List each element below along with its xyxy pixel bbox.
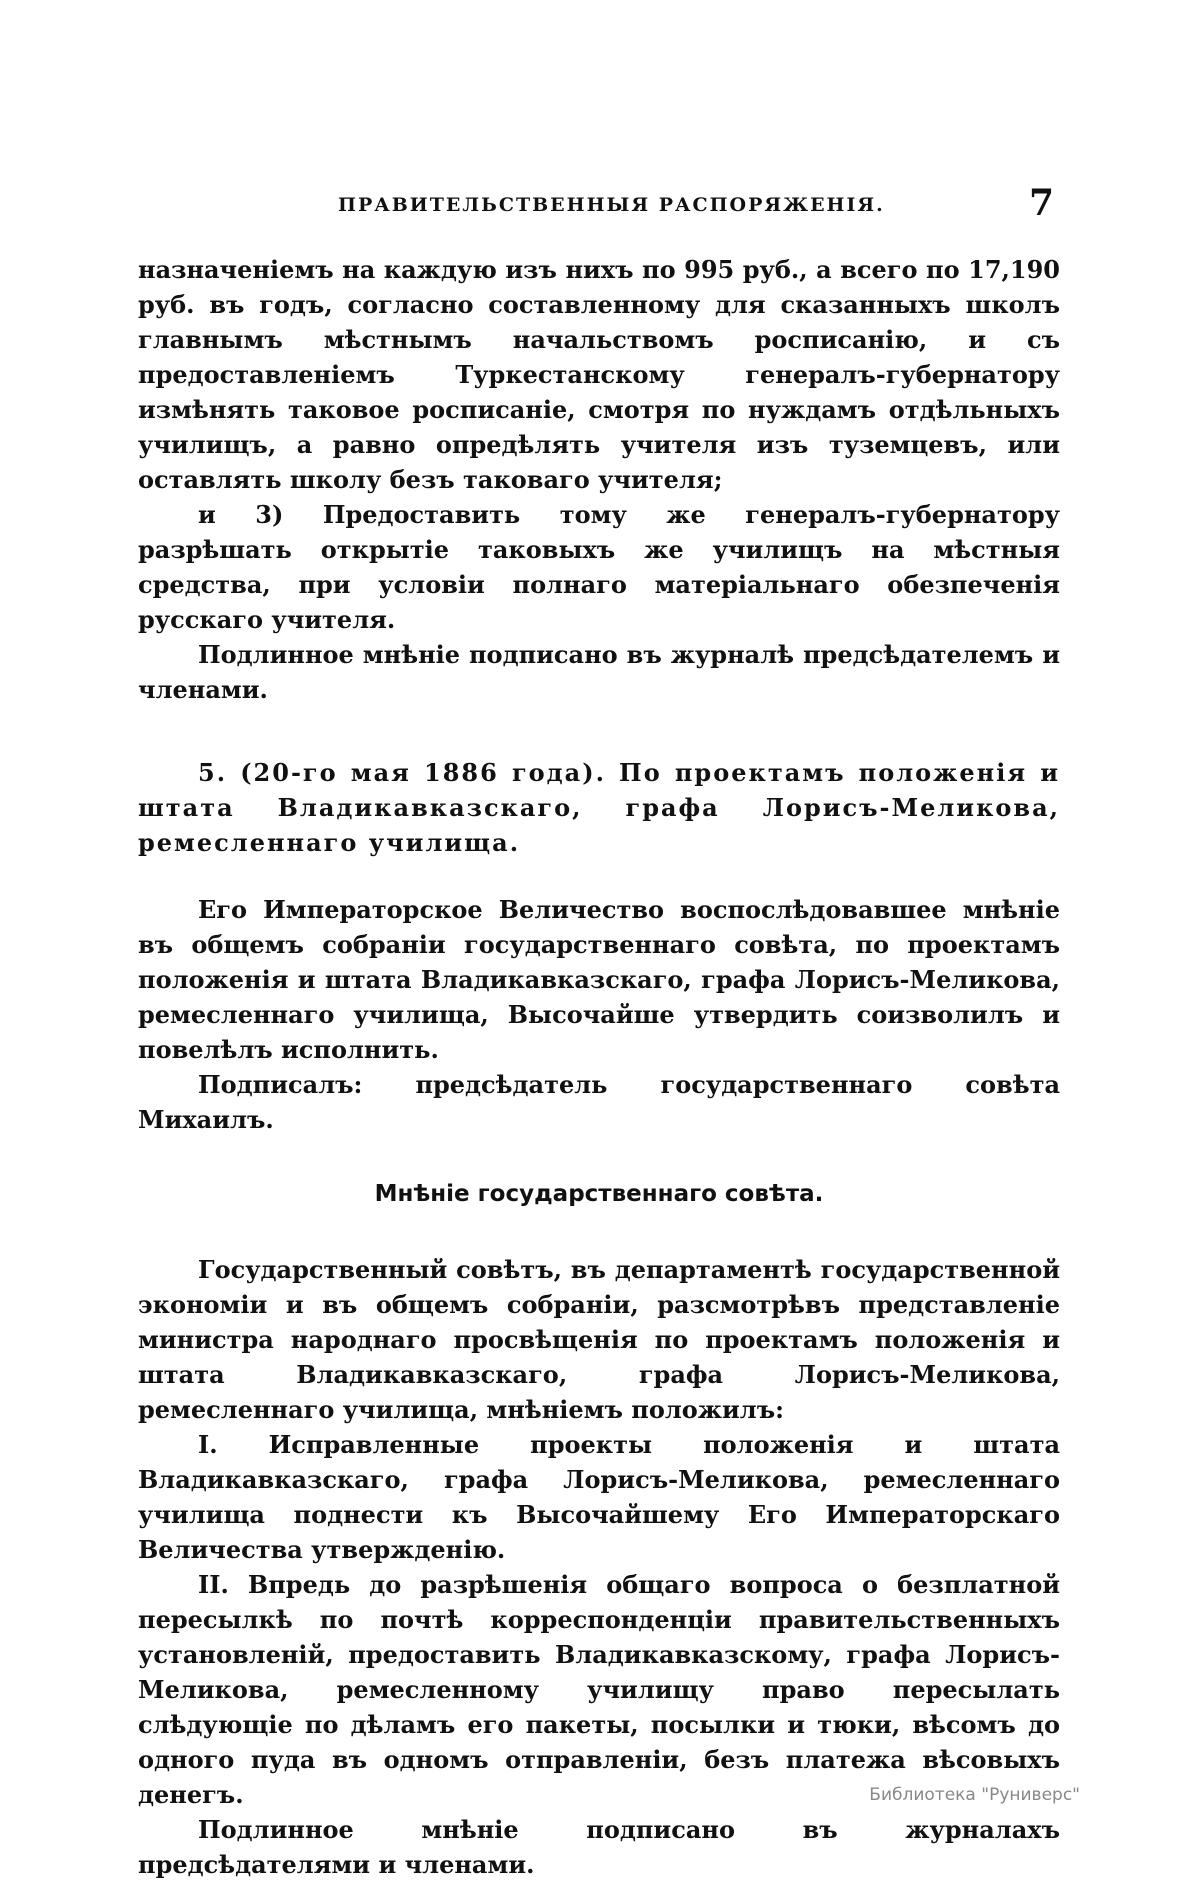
library-watermark: Библиотека "Руниверс" xyxy=(869,1785,1080,1805)
body-text xyxy=(138,252,1060,1882)
paragraph-continuation: назначеніемъ на каждую изъ нихъ по 995 руб., а всего по 17,190 руб. въ годъ, согласно составленному для сказанныхъ школъ главнымъ мѣстнымъ начальствомъ росписанію, и съ предоставленіемъ Туркестанскому генералъ-губернатору измѣнять таковое росписаніе, смотря по нуждамъ отдѣльныхъ училищъ, а равно опредѣлять учителя изъ туземцевъ, или оставлять школу безъ таковаго учителя; xyxy=(138,255,1060,494)
paragraph-imperial-approval: Его Императорское Величество воспослѣдовавшее мнѣніе въ общемъ собраніи государственнаго совѣта, по проектамъ положенія и штата Владикавказскаго, графа Лорисъ-Меликова, ремесленнаго училища, Высочайше утвердить соизволилъ и повелѣлъ исполнить. xyxy=(138,895,1060,1064)
signature-note-1: Подлинное мнѣніе подписано въ журналѣ предсѣдателемъ и членами. xyxy=(138,640,1060,704)
running-head xyxy=(138,182,1060,228)
signature-line: Подписалъ: предсѣдатель государственнаго совѣта Михаилъ. xyxy=(138,1070,1060,1134)
paragraph-council-opinion: Государственный совѣтъ, въ департаментѣ государственной экономіи и въ общемъ собраніи, разсмотрѣвъ представленіе министра народнаго просвѣщенія по проектамъ положенія и штата Владикавказскаго, графа Лорисъ-Меликова, ремесленнаго училища, мнѣніемъ положилъ: xyxy=(138,1255,1060,1424)
section-5-title: 5. (20-го мая 1886 года). По проектамъ положенія и штата Владикавказскаго, графа Лорисъ-Меликова, ремесленнаго училища. xyxy=(138,758,1060,857)
page-number: 7 xyxy=(1028,182,1054,224)
paragraph-clause-3: и 3) Предоставить тому же генералъ-губернатору разрѣшать открытіе таковыхъ же училищъ на мѣстныя средства, при условіи полнаго матеріальнаго обезпеченія русскаго учителя. xyxy=(138,500,1060,634)
signature-note-2: Подлинное мнѣніе подписано въ журналахъ предсѣдателями и членами. xyxy=(138,1815,1060,1879)
council-opinion-heading: Мнѣніе государственнаго совѣта. xyxy=(374,1181,824,1207)
running-title: ПРАВИТЕЛЬСТВЕННЫЯ РАСПОРЯЖЕНІЯ. xyxy=(338,194,885,216)
paragraph-point-1: I. Исправленные проекты положенія и штата Владикавказскаго, графа Лорисъ-Меликова, ремесленнаго училища поднести къ Высочайшему Его Императорскаго Величества утвержденію. xyxy=(138,1430,1060,1564)
paragraph-point-2: II. Впредь до разрѣшенія общаго вопроса о безплатной пересылкѣ по почтѣ корреспонденціи правительственныхъ установленій, предоставить Владикавказскому, графа Лорисъ-Меликова, ремесленному училищу право пересылать слѣдующіе по дѣламъ его пакеты, посылки и тюки, вѣсомъ до одного пуда въ одномъ отправленіи, безъ платежа вѣсовыхъ денегъ. xyxy=(138,1570,1060,1809)
